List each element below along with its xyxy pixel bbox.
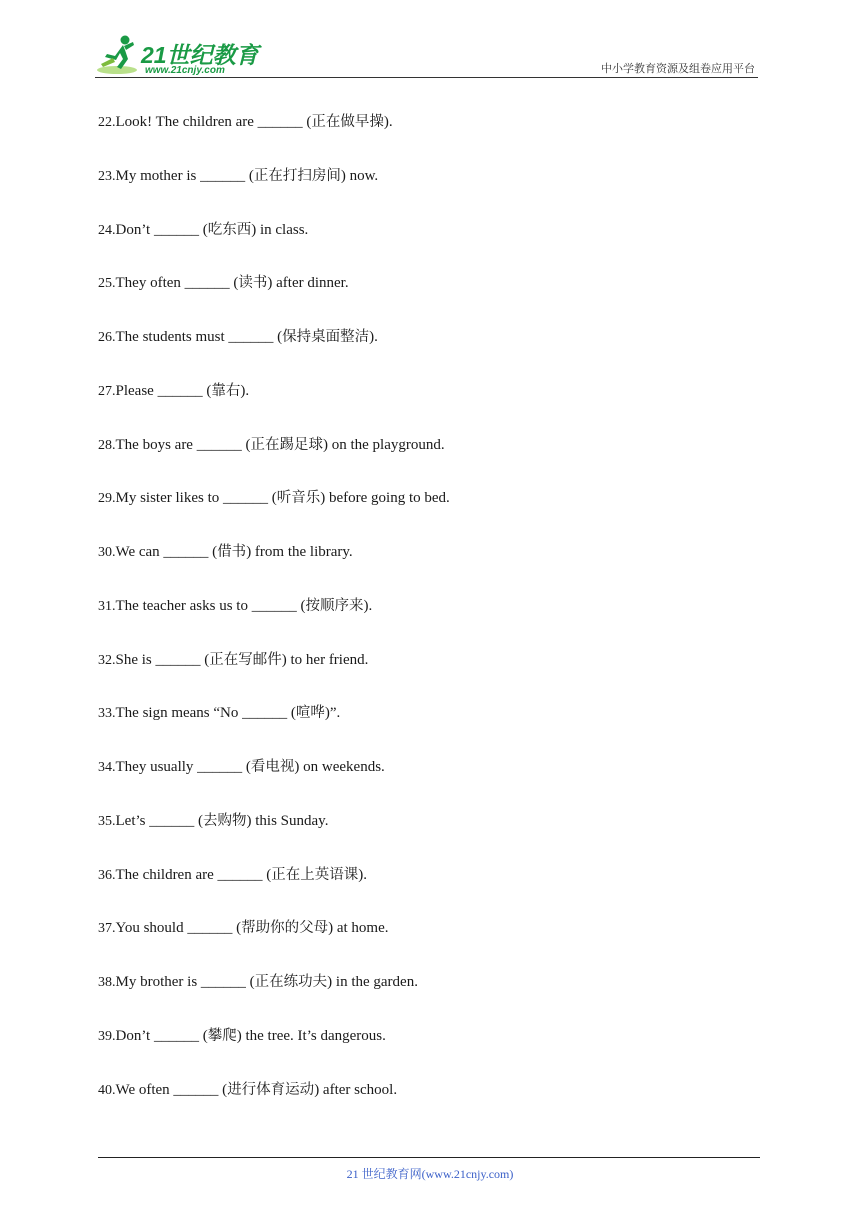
question-text: Let’s ______ (去购物) this Sunday. [115,812,329,829]
question-item [98,542,758,596]
question-number: 33. [98,706,116,722]
question-text: The sign means “No ______ (喧哗)”. [115,705,341,722]
question-item [98,112,758,166]
question-number: 26. [98,330,116,345]
question-text: My brother is ______ (正在练功夫) in the garden. [115,974,418,990]
page-header [95,30,760,78]
question-item [98,703,758,757]
question-list [98,112,758,1133]
question-text: Look! The children are ______ (正在做早操). [115,114,393,130]
question-text: Don’t ______ (吃东西) in class. [115,221,309,238]
question-number: 29. [98,491,116,507]
question-number: 32. [98,652,116,668]
question-text: Please ______ (靠右). [115,382,250,399]
question-number: 34. [98,760,116,775]
question-number: 38. [98,975,116,990]
question-item [98,865,758,919]
question-number: 35. [98,813,116,829]
question-text: The children are ______ (正在上英语课). [115,866,368,883]
question-number: 25. [98,276,116,292]
question-number: 27. [98,383,116,399]
question-number: 30. [98,545,116,560]
footer-divider [98,1157,760,1158]
logo [95,34,265,76]
question-item [98,918,758,972]
question-text: You should ______ (帮助你的父母) at home. [115,920,389,937]
question-item [98,488,758,542]
logo-url: www.21cnjy.com [145,65,225,76]
question-text: She is ______ (正在写邮件) to her friend. [115,651,369,668]
question-text: We can ______ (借书) from the library. [115,544,353,560]
question-number: 36. [98,867,116,883]
question-text: The boys are ______ (正在踢足球) on the playground. [115,436,445,453]
question-item [98,972,758,1026]
question-item [98,435,758,489]
question-item [98,273,758,327]
question-item [98,166,758,220]
question-number: 28. [98,437,116,453]
question-number: 39. [98,1028,116,1044]
question-item [98,381,758,435]
question-text: The students must ______ (保持桌面整洁). [115,329,378,345]
question-number: 23. [98,168,116,184]
question-number: 31. [98,598,116,614]
header-divider [95,77,758,78]
question-item [98,811,758,865]
question-number: 24. [98,222,116,238]
question-text: The teacher asks us to ______ (按顺序来). [115,597,373,614]
question-text: They usually ______ (看电视) on weekends. [115,759,385,775]
question-item [98,220,758,274]
logo-title: 21世纪教育 [141,42,259,68]
question-number: 37. [98,921,116,937]
question-text: We often ______ (进行体育运动) after school. [115,1081,398,1098]
footer-text: 21 世纪教育网(www.21cnjy.com) [346,1167,514,1181]
question-item [98,650,758,704]
header-tagline: 中小学教育资源及组卷应用平台 [601,62,755,75]
runner-logo-icon [95,34,139,76]
question-text: My mother is ______ (正在打扫房间) now. [115,167,379,184]
question-text: Don’t ______ (攀爬) the tree. It’s dangerous. [115,1027,386,1044]
question-item [98,327,758,381]
question-item [98,1026,758,1080]
question-text: They often ______ (读书) after dinner. [115,275,349,292]
question-number: 22. [98,115,116,130]
question-item [98,757,758,811]
question-number: 40. [98,1082,116,1098]
question-item [98,596,758,650]
question-item [98,1080,758,1134]
question-text: My sister likes to ______ (听音乐) before going to bed. [115,490,450,507]
